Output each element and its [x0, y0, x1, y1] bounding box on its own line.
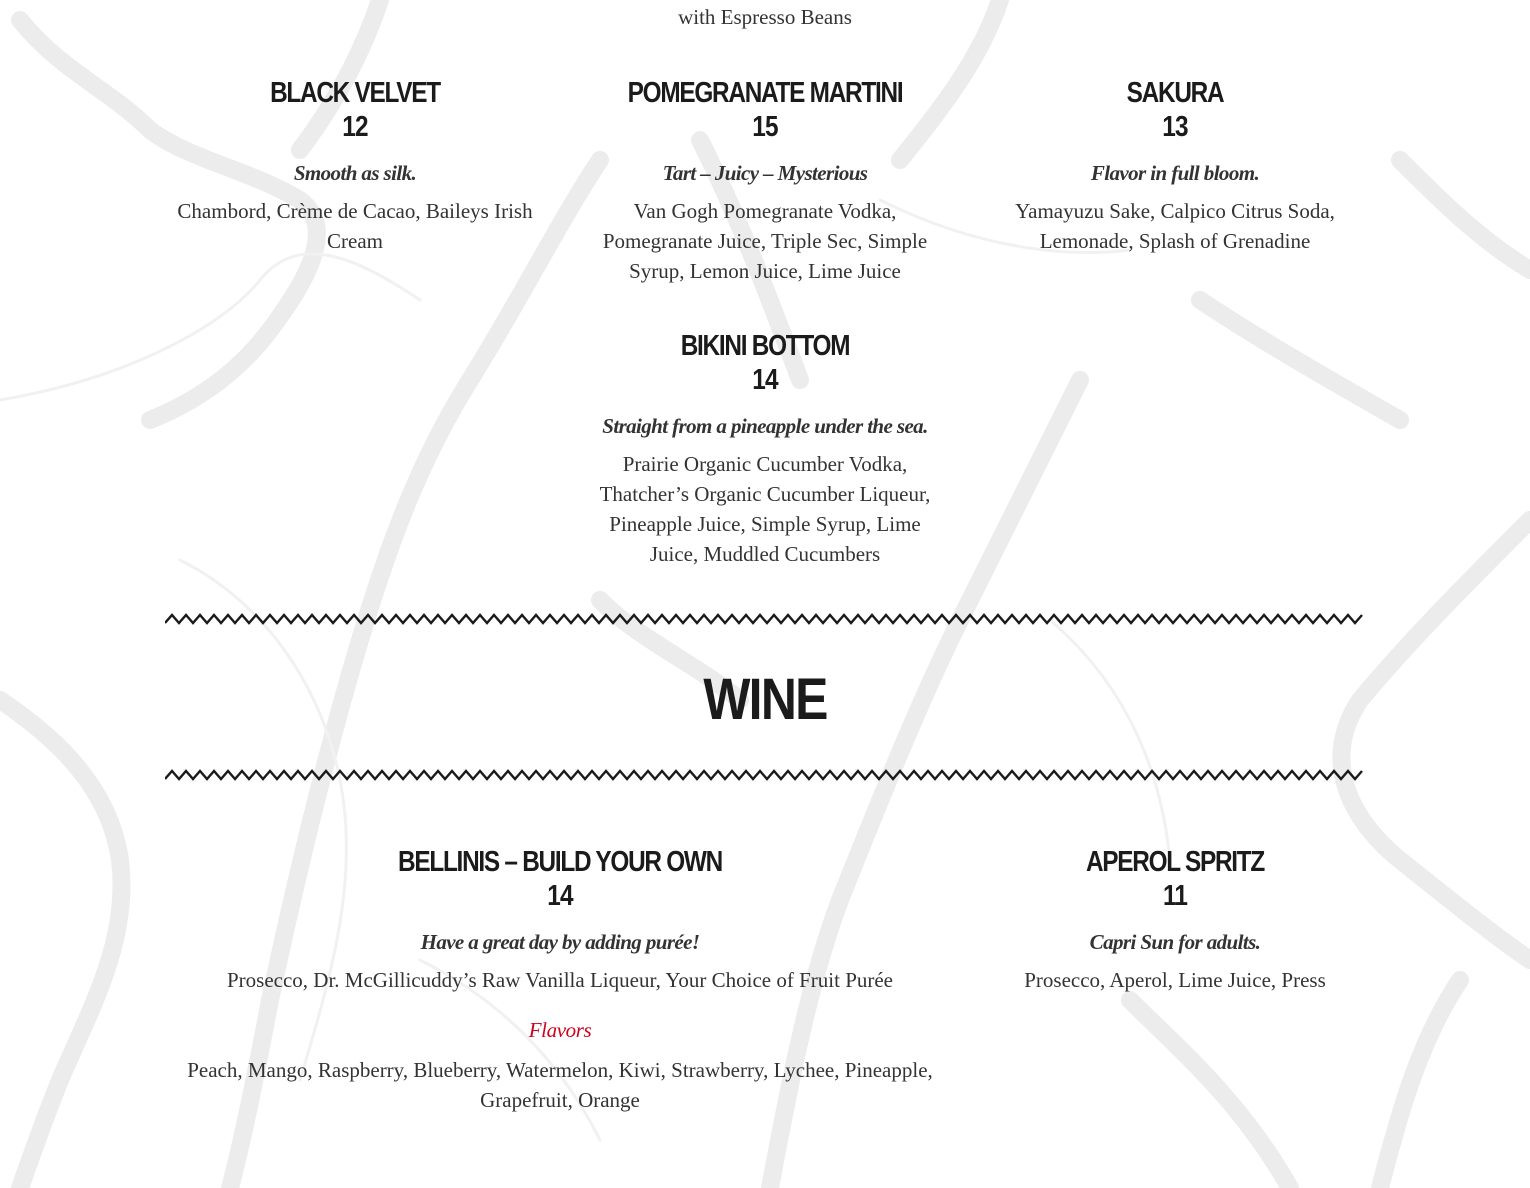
- item-ingredients: Van Gogh Pomegranate Vodka, Pomegranate Juice, Triple Sec, Simple Syrup, Lemon Juice, Lime Juice: [602, 199, 928, 283]
- item-name: SAKURA: [1126, 77, 1224, 109]
- item-name: BELLINIS – BUILD YOUR OWN: [397, 846, 723, 878]
- flavors-label: Flavors: [528, 1018, 592, 1042]
- item-price: 11: [1162, 880, 1188, 912]
- item-ingredients: Prairie Organic Cucumber Vodka, Thatcher’s Organic Cucumber Liqueur, Pineapple Juice, Simple Syrup, Lime Juice, Muddled Cucumbers: [599, 452, 931, 566]
- item-tagline: Flavor in full bloom.: [1090, 161, 1260, 185]
- item-price: 14: [752, 364, 778, 396]
- menu-item-bikini-bottom: [575, 329, 955, 569]
- menu-item-aperol-spritz: [990, 845, 1360, 995]
- item-ingredients: Chambord, Crème de Cacao, Baileys Irish Cream: [177, 199, 533, 253]
- item-price: 12: [342, 111, 368, 143]
- item-tagline: Tart – Juicy – Mysterious: [662, 161, 868, 185]
- item-name: BLACK VELVET: [270, 77, 440, 109]
- item-name: POMEGRANATE MARTINI: [627, 77, 903, 109]
- menu-item-sakura: [990, 76, 1360, 256]
- item-price: 13: [1162, 111, 1188, 143]
- item-ingredients: Yamayuzu Sake, Calpico Citrus Soda, Lemonade, Splash of Grenadine: [1015, 199, 1335, 253]
- item-price: 15: [752, 111, 778, 143]
- item-tagline: Have a great day by adding purée!: [420, 930, 700, 954]
- menu-item-black-velvet: [160, 76, 550, 256]
- previous-item-ingredients-fragment: with Espresso Beans: [678, 5, 852, 29]
- item-name: APEROL SPRITZ: [1085, 846, 1265, 878]
- item-price: 14: [547, 880, 573, 912]
- flavors-list: Peach, Mango, Raspberry, Blueberry, Watermelon, Kiwi, Strawberry, Lychee, Pineapple, Grapefruit, Orange: [187, 1058, 933, 1112]
- section-title-wine: WINE: [703, 667, 827, 732]
- item-name: BIKINI BOTTOM: [680, 330, 850, 362]
- menu-item-bellinis: [160, 845, 960, 1115]
- zigzag-divider-bottom: [165, 768, 1365, 782]
- item-ingredients: Prosecco, Dr. McGillicuddy’s Raw Vanilla Liqueur, Your Choice of Fruit Purée: [226, 968, 894, 992]
- item-ingredients: Prosecco, Aperol, Lime Juice, Press: [1024, 968, 1326, 992]
- item-tagline: Smooth as silk.: [293, 161, 417, 185]
- zigzag-divider-top: [165, 612, 1365, 626]
- menu-item-pomegranate-martini: [580, 76, 950, 286]
- item-tagline: Capri Sun for adults.: [1089, 930, 1261, 954]
- item-tagline: Straight from a pineapple under the sea.: [602, 414, 928, 438]
